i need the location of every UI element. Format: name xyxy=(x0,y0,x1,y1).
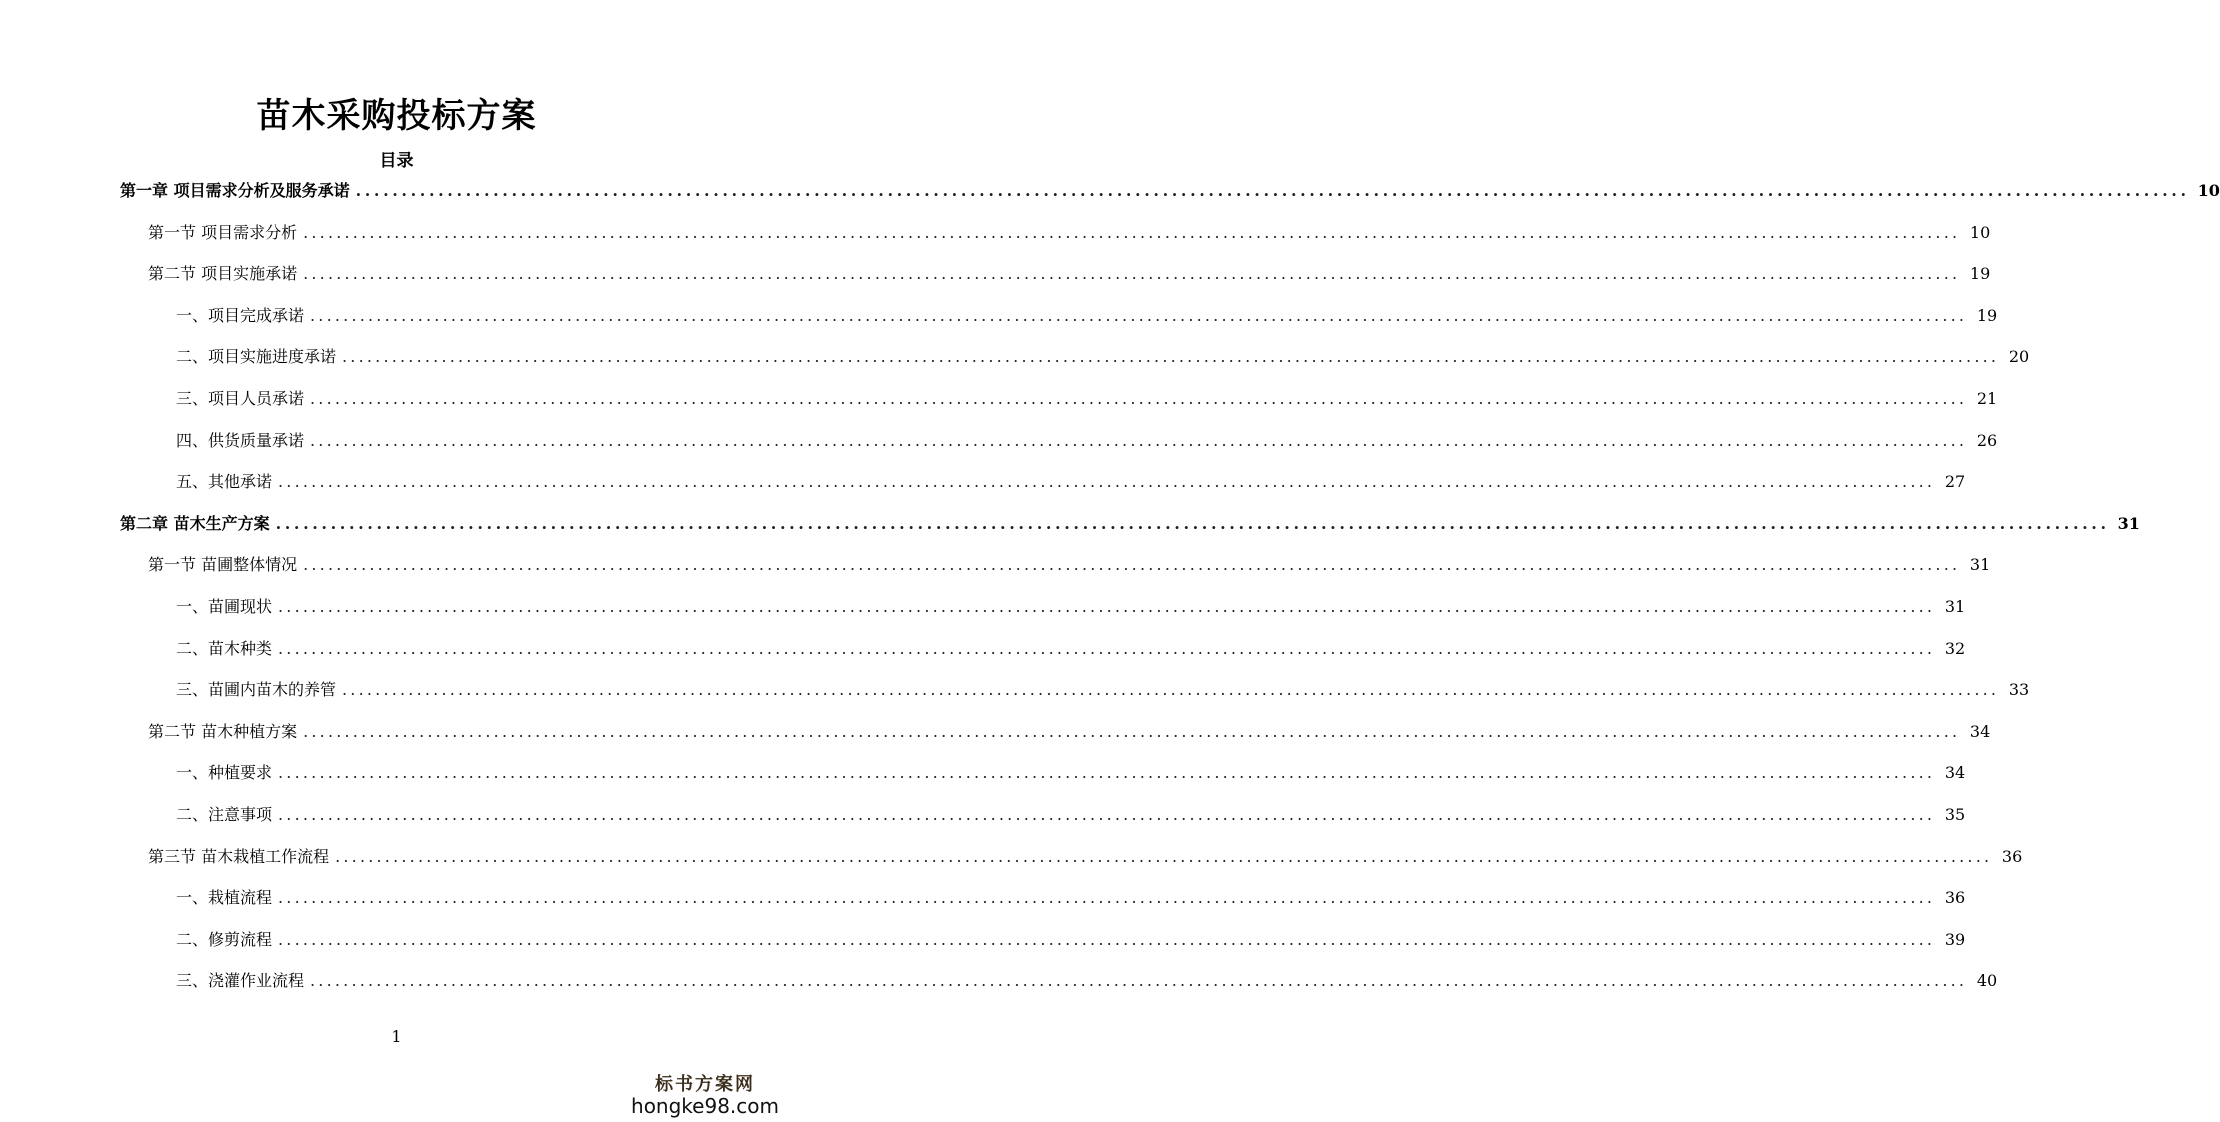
toc-entry[interactable] xyxy=(148,220,1991,246)
toc-entry[interactable] xyxy=(176,760,1966,786)
toc-entry-label: 第二节 苗木种植方案 xyxy=(148,721,298,741)
toc-entry[interactable] xyxy=(176,303,1998,329)
toc-entry-label: 第三节 苗木栽植工作流程 xyxy=(148,846,330,866)
toc-entry-page: 21 xyxy=(1976,389,1998,408)
toc-dot-leader: ........................................................................................................................................................................................................ xyxy=(342,347,2000,367)
toc-dot-leader: ........................................................................................................................................................................................................ xyxy=(355,181,2190,200)
toc-entry[interactable] xyxy=(176,927,1966,953)
toc-dot-leader: ........................................................................................................................................................................................................ xyxy=(310,305,1968,325)
toc-entry-page: 32 xyxy=(1944,638,1966,658)
toc-entry-label: 第一章 项目需求分析及服务承诺 xyxy=(120,181,350,200)
document-title: 苗木采购投标方案 xyxy=(256,96,537,136)
toc-dot-leader: ........................................................................................................................................................................................................ xyxy=(278,888,1936,908)
toc-entry[interactable] xyxy=(176,885,1966,911)
toc-dot-leader: ........................................................................................................................................................................................................ xyxy=(275,513,2110,533)
toc-entry-label: 一、苗圃现状 xyxy=(176,597,273,616)
toc-entry-page: 27 xyxy=(1944,472,1966,492)
page-number: 1 xyxy=(391,1027,402,1046)
toc-entry[interactable] xyxy=(176,594,1966,620)
toc-entry[interactable] xyxy=(176,636,1966,662)
toc-dot-leader: ........................................................................................................................................................................................................ xyxy=(303,222,1961,242)
toc-entry[interactable] xyxy=(176,344,2030,370)
toc-entry-page: 39 xyxy=(1944,929,1966,949)
toc-entry-page: 33 xyxy=(2008,680,2030,700)
toc-entry-label: 三、浇灌作业流程 xyxy=(176,971,305,991)
toc-entry-label: 二、注意事项 xyxy=(176,805,273,824)
watermark-url: hongke98.com xyxy=(631,1094,779,1118)
toc-entry-page: 36 xyxy=(1944,888,1966,908)
toc-dot-leader: ........................................................................................................................................................................................................ xyxy=(310,430,1968,450)
toc-dot-leader: ........................................................................................................................................................................................................ xyxy=(278,929,1936,949)
toc-entry-label: 三、苗圃内苗木的养管 xyxy=(176,680,337,700)
toc-entry-label: 第二节 项目实施承诺 xyxy=(148,264,298,284)
toc-entry[interactable] xyxy=(148,844,2023,870)
toc-entry[interactable] xyxy=(176,386,1998,412)
toc-entry-page: 40 xyxy=(1976,971,1998,991)
toc-entry-page: 31 xyxy=(1969,555,1991,575)
toc-entry-page: 31 xyxy=(1944,597,1966,616)
toc-entry[interactable] xyxy=(176,802,1966,828)
toc-entry[interactable] xyxy=(148,261,1991,287)
toc-dot-leader: ........................................................................................................................................................................................................ xyxy=(278,472,1936,492)
toc-dot-leader: ........................................................................................................................................................................................................ xyxy=(303,721,1961,741)
toc-dot-leader: ........................................................................................................................................................................................................ xyxy=(278,597,1936,616)
toc-entry-page: 19 xyxy=(1969,264,1991,284)
toc-entry[interactable] xyxy=(120,511,2140,537)
toc-entry-label: 三、项目人员承诺 xyxy=(176,389,305,408)
toc-entry-page: 34 xyxy=(1944,763,1966,783)
toc-heading: 目录 xyxy=(379,151,414,171)
toc-dot-leader: ........................................................................................................................................................................................................ xyxy=(303,264,1961,284)
toc-entry-label: 第二章 苗木生产方案 xyxy=(120,513,270,533)
toc-entry-label: 五、其他承诺 xyxy=(176,472,273,492)
toc-entry-label: 一、栽植流程 xyxy=(176,888,273,908)
toc-dot-leader: ........................................................................................................................................................................................................ xyxy=(278,805,1936,824)
toc-entry-page: 36 xyxy=(2001,846,2023,866)
toc-entry-label: 二、项目实施进度承诺 xyxy=(176,347,337,367)
watermark-chinese: 标书方案网 xyxy=(655,1074,755,1095)
toc-entry[interactable] xyxy=(176,469,1966,495)
toc-entry-label: 二、修剪流程 xyxy=(176,929,273,949)
watermark-logo xyxy=(631,1070,779,1118)
toc-entry-page: 35 xyxy=(1944,805,1966,824)
toc-entry-page: 19 xyxy=(1976,305,1998,325)
toc-entry-label: 第一节 苗圃整体情况 xyxy=(148,555,298,575)
toc-entry[interactable] xyxy=(176,428,1998,454)
toc-entry-label: 一、种植要求 xyxy=(176,763,273,783)
toc-dot-leader: ........................................................................................................................................................................................................ xyxy=(310,389,1968,408)
toc-dot-leader: ........................................................................................................................................................................................................ xyxy=(335,846,1993,866)
toc-entry-label: 二、苗木种类 xyxy=(176,638,273,658)
toc-dot-leader: ........................................................................................................................................................................................................ xyxy=(310,971,1968,991)
toc-dot-leader: ........................................................................................................................................................................................................ xyxy=(278,763,1936,783)
toc-entry[interactable] xyxy=(148,552,1991,578)
toc-entry[interactable] xyxy=(176,968,1998,994)
toc-entry[interactable] xyxy=(120,178,2220,204)
toc-entry-label: 一、项目完成承诺 xyxy=(176,305,305,325)
toc-entry[interactable] xyxy=(176,677,2030,703)
toc-entry-page: 20 xyxy=(2008,347,2030,367)
toc-entry-page: 31 xyxy=(2117,513,2140,533)
toc-dot-leader: ........................................................................................................................................................................................................ xyxy=(303,555,1961,575)
toc-entry[interactable] xyxy=(148,719,1991,745)
toc-entry-label: 四、供货质量承诺 xyxy=(176,430,305,450)
toc-entry-page: 10 xyxy=(2197,181,2220,200)
toc-entry-page: 10 xyxy=(1969,222,1991,242)
toc-entry-page: 34 xyxy=(1969,721,1991,741)
toc-entry-page: 26 xyxy=(1976,430,1998,450)
toc-dot-leader: ........................................................................................................................................................................................................ xyxy=(342,680,2000,700)
toc-dot-leader: ........................................................................................................................................................................................................ xyxy=(278,638,1936,658)
toc-entry-label: 第一节 项目需求分析 xyxy=(148,222,298,242)
